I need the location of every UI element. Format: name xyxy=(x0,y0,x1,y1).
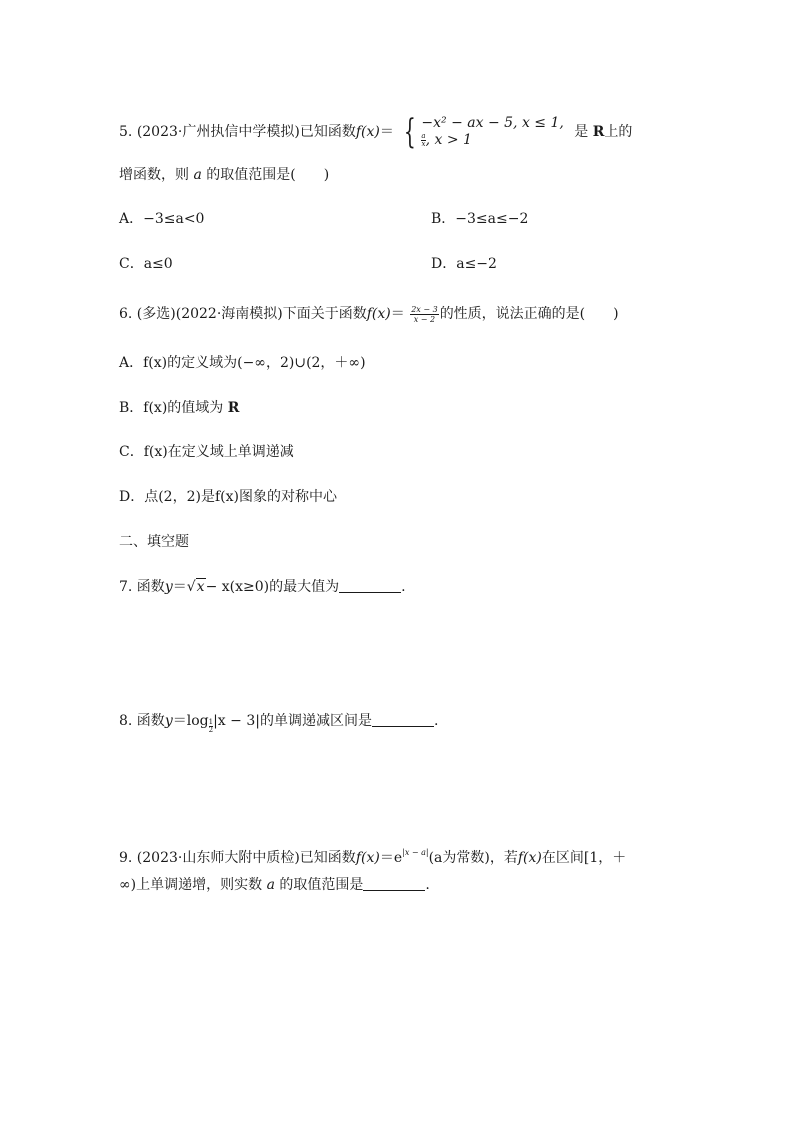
q5-line1 xyxy=(119,112,633,152)
case-2 xyxy=(421,132,563,149)
q5-fx: f(x) xyxy=(355,124,380,140)
q9-line2b: 的取值范围是 xyxy=(279,877,364,893)
q5-line2-text: 增函数，则 xyxy=(119,167,189,183)
q9-end: . xyxy=(425,877,430,893)
q9-line1 xyxy=(119,843,626,868)
q6-fraction xyxy=(410,305,438,324)
case2-rest: , x > 1 xyxy=(425,132,472,148)
q8-y: y xyxy=(164,713,173,729)
case-1: −x² − ax − 5, x ≤ 1, xyxy=(421,115,564,131)
q6-line xyxy=(119,304,619,324)
q5-number: 5. xyxy=(119,124,133,140)
case2-frac-den: x xyxy=(421,139,426,148)
q9-mid: (a为常数)，若 xyxy=(428,850,518,866)
q7-eq: ＝ xyxy=(172,579,187,595)
q9-answer-blank[interactable] xyxy=(363,876,425,891)
q5-text-a: 已知函数 xyxy=(299,124,356,140)
q8-pre: 8. 函数 xyxy=(119,713,165,729)
q6-option-b-R: R xyxy=(227,400,240,416)
q6-frac-num: 2x − 3 xyxy=(411,304,438,314)
q5-option-a: A．−3≤a<0 xyxy=(119,211,205,227)
q8-line xyxy=(119,711,438,736)
q6-tail: 的性质，说法正确的是( ) xyxy=(439,306,619,322)
q9-pre: 9. (2023·山东师大附中质检)已知函数 xyxy=(119,850,356,866)
q8-eq: ＝log xyxy=(172,713,209,729)
q5-option-c: C．a≤0 xyxy=(119,256,173,272)
q5-eq: ＝ xyxy=(379,124,394,140)
q7-answer-blank[interactable] xyxy=(339,578,401,593)
q6-option-a: A．f(x)的定义域为(−∞，2)∪(2，＋∞) xyxy=(119,355,366,371)
q6-head: 6. (多选)(2022·海南模拟)下面关于函数 xyxy=(119,306,367,322)
q9-tail: 在区间[1，＋ xyxy=(541,850,627,866)
q5-R: R xyxy=(592,124,605,140)
q7-pre: 7. 函数 xyxy=(119,579,165,595)
q7-mid: − x(x≥0)的最大值为 xyxy=(205,579,340,595)
piecewise-function xyxy=(399,112,564,152)
q5-line2b: 的取值范围是( ) xyxy=(206,167,330,183)
q6-option-b-text: B．f(x)的值域为 xyxy=(119,400,224,416)
q9-exponent: |x − a| xyxy=(402,848,429,857)
q8-end: . xyxy=(433,713,439,729)
q9-line2-text: ∞)上单调递增，则实数 xyxy=(119,877,263,893)
q8-mid: |x − 3|的单调递减区间是 xyxy=(213,713,372,729)
q9-a: a xyxy=(266,877,275,893)
sqrt-symbol: √x xyxy=(186,579,205,595)
q5-option-d: D．a≤−2 xyxy=(431,256,497,272)
q6-fx: f(x) xyxy=(366,306,391,322)
q8-answer-blank[interactable] xyxy=(372,712,434,727)
q5-a: a xyxy=(193,167,202,183)
q9-eq: ＝e xyxy=(379,850,403,866)
q6-option-d: D．点(2，2)是f(x)图象的对称中心 xyxy=(119,489,337,505)
q9-line2 xyxy=(119,875,430,895)
section-heading: 二、填空题 xyxy=(119,534,189,550)
q8-base-num: 1 xyxy=(208,717,214,726)
q7-sqrt-radicand: x xyxy=(196,579,205,595)
q6-option-b xyxy=(119,398,239,418)
q9-fx2: f(x) xyxy=(517,850,542,866)
q5-option-b: B．−3≤a≤−2 xyxy=(431,211,529,227)
q5-line2 xyxy=(119,165,329,185)
q6-option-c: C．f(x)在定义域上单调递减 xyxy=(119,444,294,460)
q7-end: . xyxy=(401,579,406,595)
q8-base-den: 2 xyxy=(208,725,214,734)
q7-y: y xyxy=(164,579,173,595)
q9-fx: f(x) xyxy=(355,850,380,866)
q6-frac-den: x − 2 xyxy=(413,314,436,324)
q7-line xyxy=(119,577,406,597)
case2-frac-num: a xyxy=(421,131,426,140)
piecewise-cases xyxy=(421,115,563,149)
q5-text-b: 是 xyxy=(574,124,589,140)
left-brace: { xyxy=(404,112,417,152)
q5-text-c: 上的 xyxy=(604,124,633,140)
q6-eq: ＝ xyxy=(390,306,405,322)
q5-source: (2023·广州执信中学模拟) xyxy=(136,124,300,140)
